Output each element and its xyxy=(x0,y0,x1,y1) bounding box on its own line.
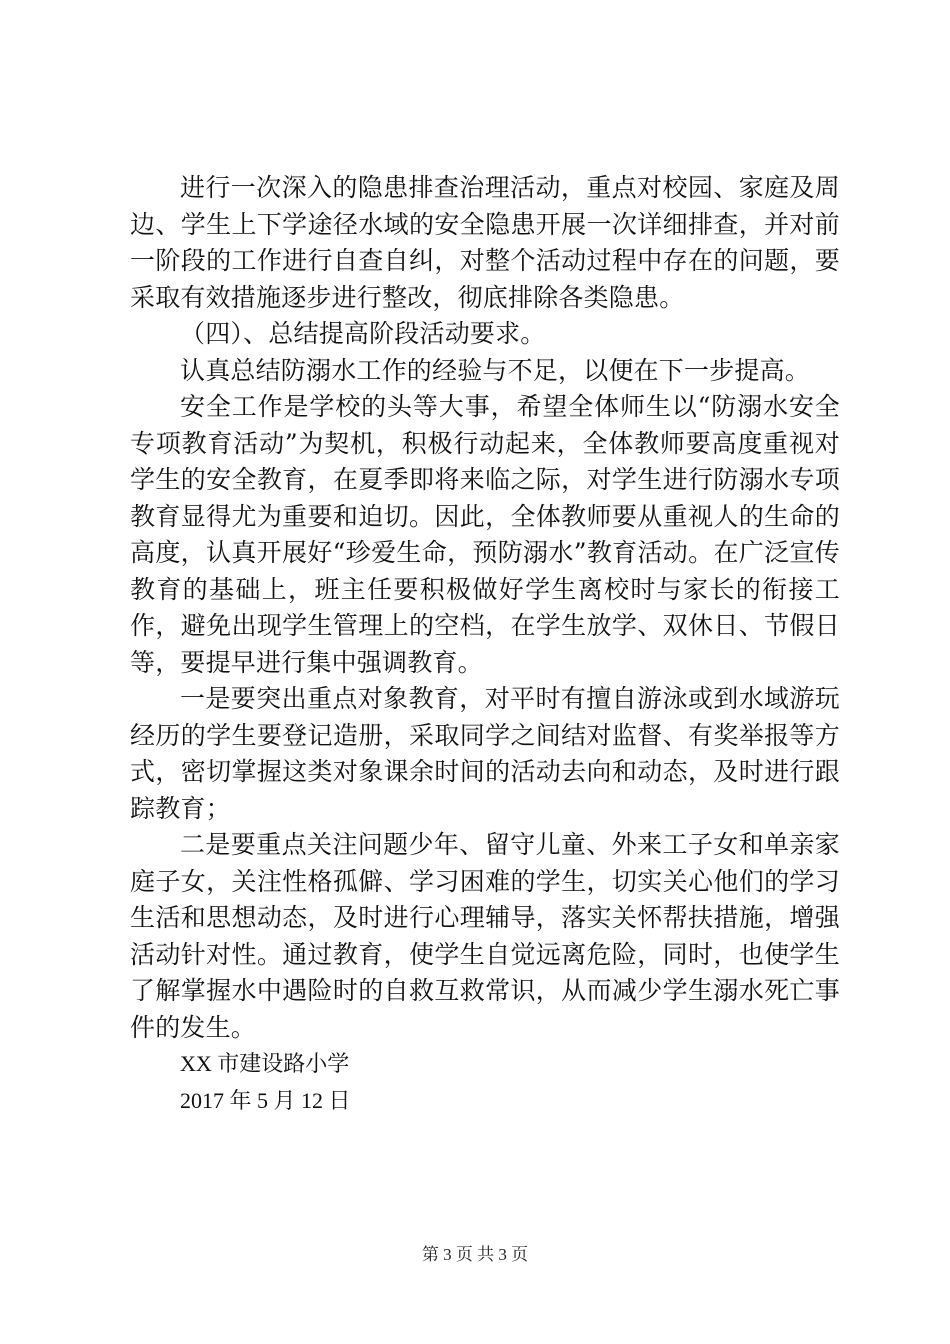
paragraph: 一是要突出重点对象教育，对平时有擅自游泳或到水域游玩经历的学生要登记造册，采取同学之间结对监督、有奖举报等方式，密切掌握这类对象课余时间的活动去向和动态，及时进行跟踪教育； xyxy=(130,684,840,823)
paragraph: 安全工作是学校的头等大事，希望全体师生以“防溺水安全专项教育活动”为契机，积极行动起来，全体教师要高度重视对学生的安全教育，在夏季即将来临之际，对学生进行防溺水专项教育显得尤为重要和迫切。因此，全体教师要从重视人的生命的高度，认真开展好“珍爱生命，预防溺水”教育活动。在广泛宣传教育的基础上，班主任要积极做好学生离校时与家长的衔接工作，避免出现学生管理上的空档，在学生放学、双休日、节假日等，要提早进行集中强调教育。 xyxy=(130,392,840,677)
paragraph: 二是要重点关注问题少年、留守儿童、外来工子女和单亲家庭子女，关注性格孤僻、学习困难的学生，切实关心他们的学习生活和思想动态，及时进行心理辅导，落实关怀帮扶措施，增强活动针对性。通过教育，使学生自觉远离危险，同时，也使学生了解掌握水中遇险时的自救互救常识，从而减少学生溺水死亡事件的发生。 xyxy=(130,830,840,1042)
document-body xyxy=(130,170,840,1119)
section-heading: （四）、总结提高阶段活动要求。 xyxy=(180,319,546,348)
page-footer: 第 3 页 共 3 页 xyxy=(421,1245,529,1264)
signature-organization: XX 市建设路小学 xyxy=(180,1051,350,1076)
paragraph: 认真总结防溺水工作的经验与不足，以便在下一步提高。 xyxy=(180,355,811,385)
paragraph: 进行一次深入的隐患排查治理活动，重点对校园、家庭及周边、学生上下学途径水域的安全隐患开展一次详细排查，并对前一阶段的工作进行自查自纠，对整个活动过程中存在的问题，要采取有效措施逐步进行整改，彻底排除各类隐患。 xyxy=(130,173,840,312)
signature-date: 2017 年 5 月 12 日 xyxy=(180,1087,351,1113)
